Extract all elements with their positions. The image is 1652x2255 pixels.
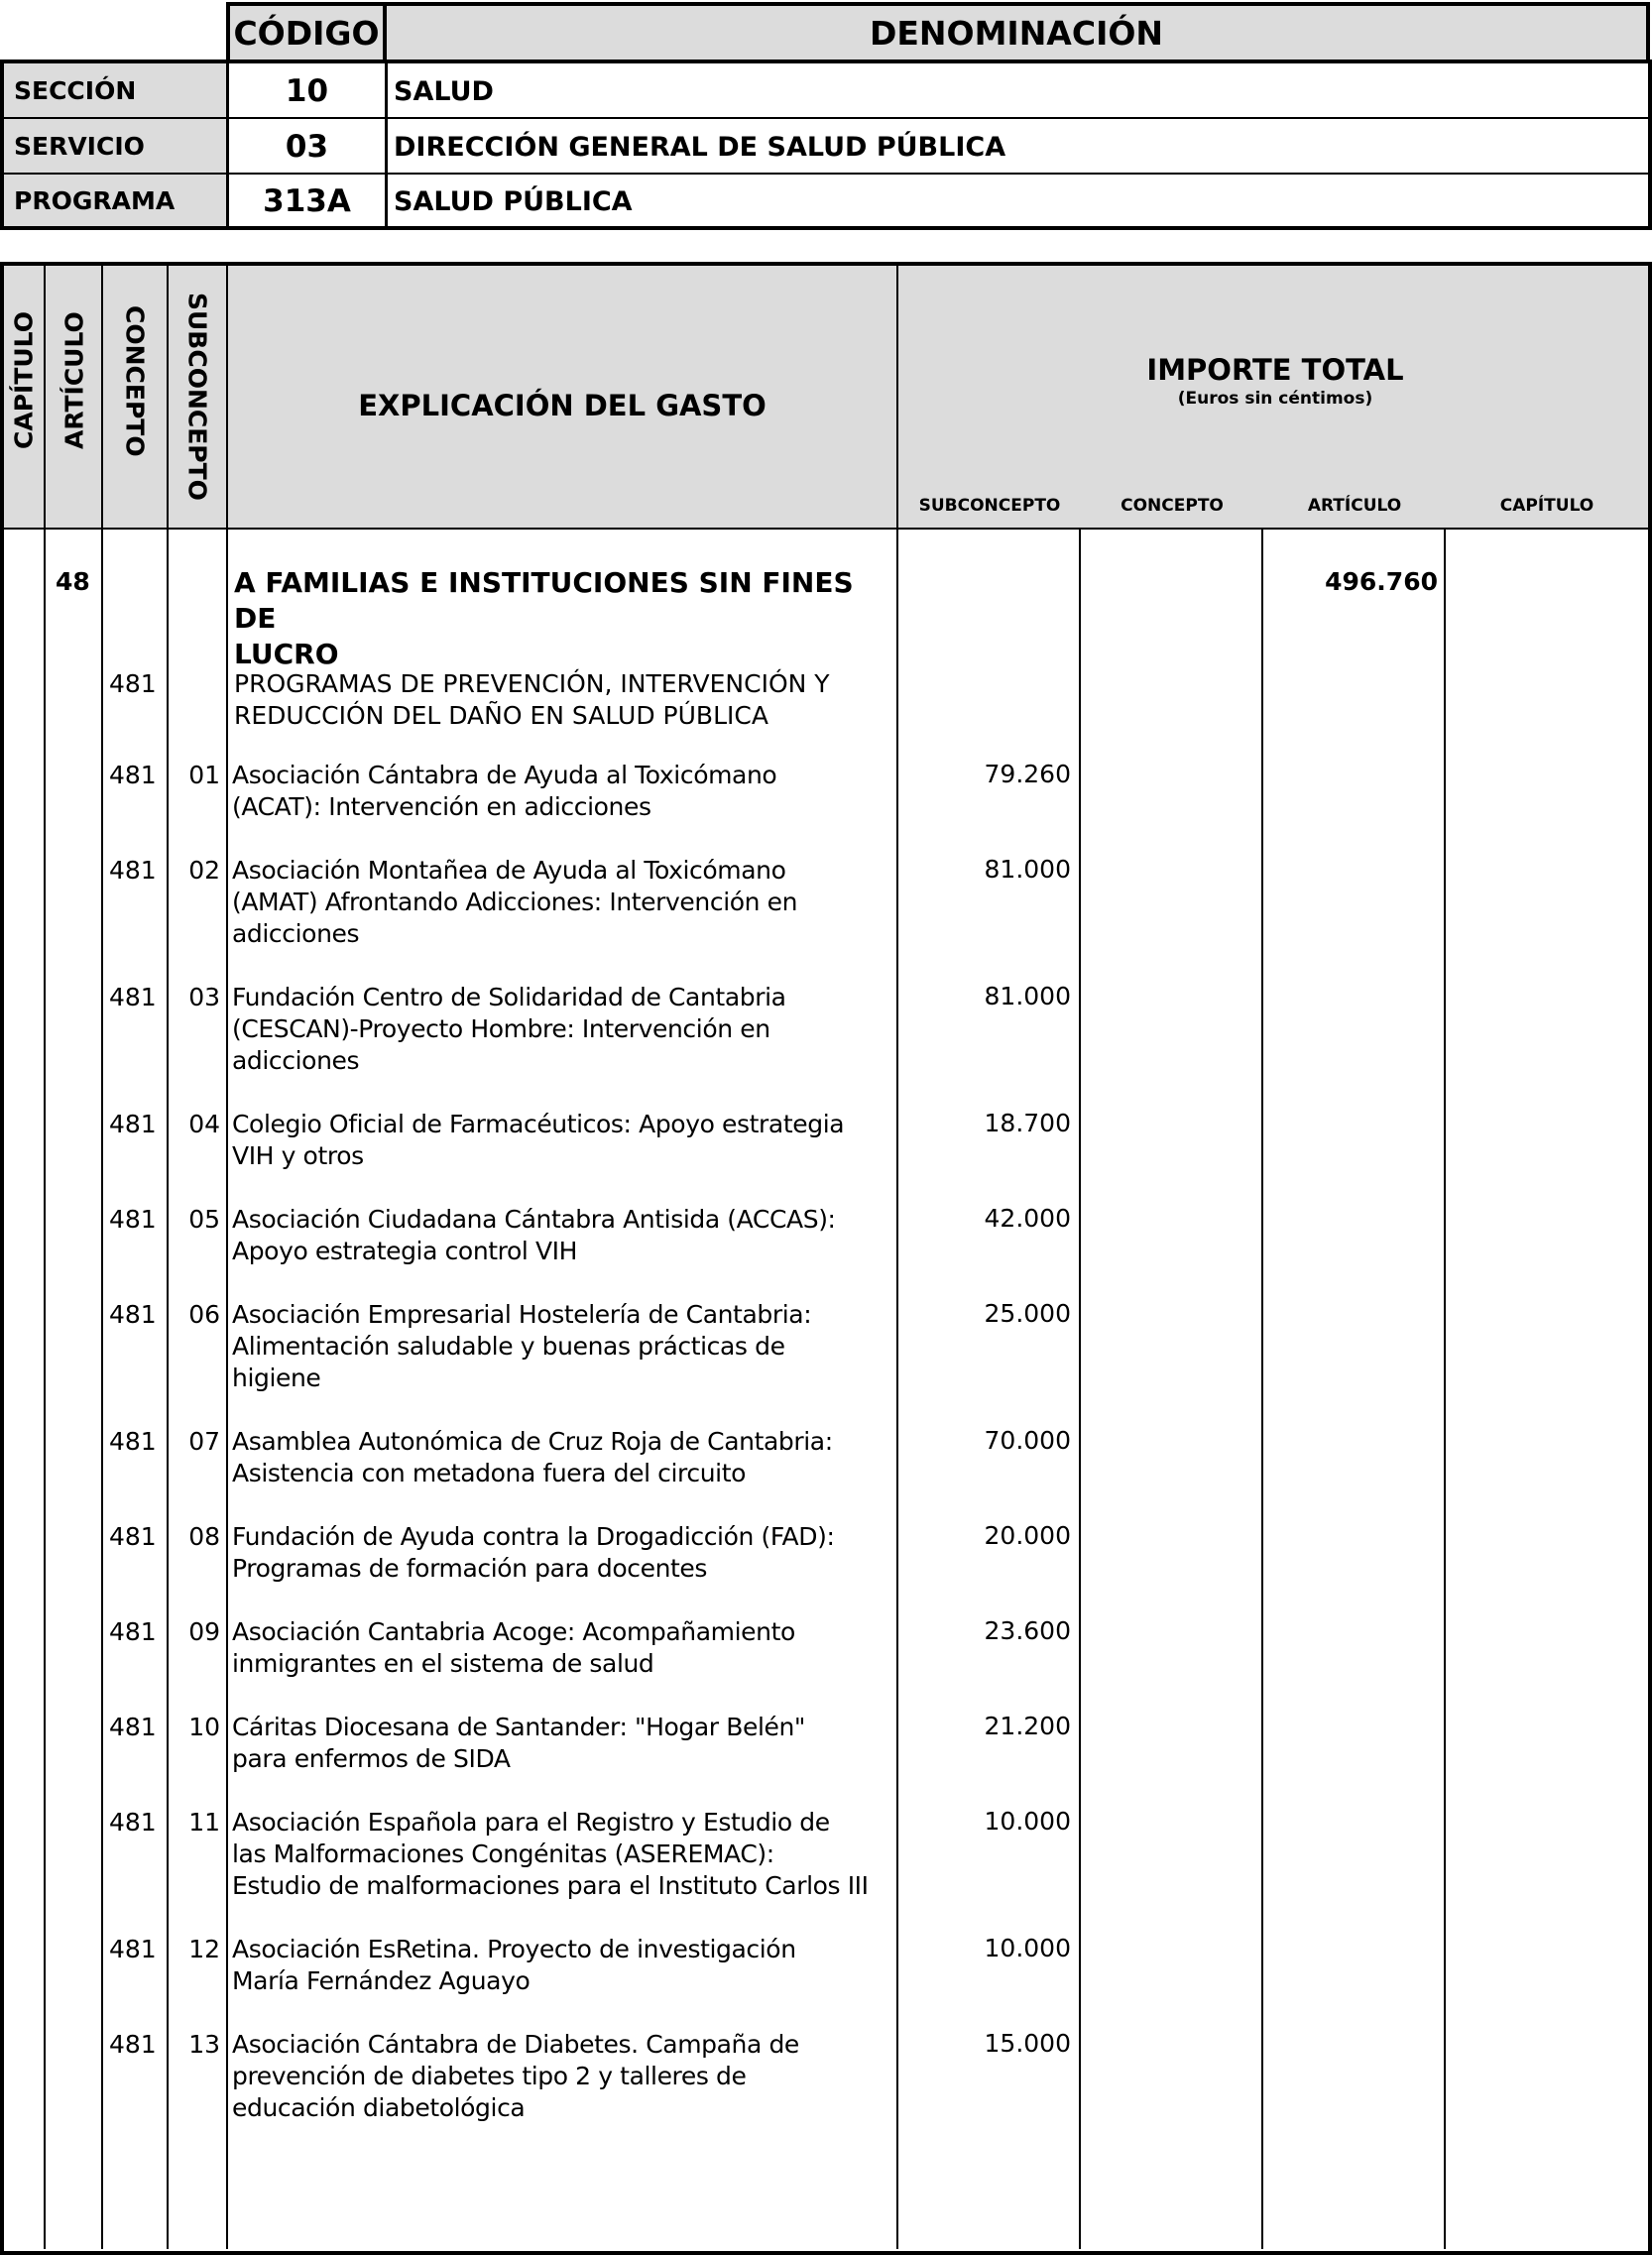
item-amount: 79.260: [984, 760, 1071, 788]
item-concepto: 481: [109, 1713, 157, 1741]
item-subconcepto: 07: [188, 1427, 220, 1456]
item-concepto: 481: [109, 1205, 157, 1234]
articulo-title-line2: LUCRO: [234, 638, 339, 670]
item-description-line: Alimentación saludable y buenas prácticas de: [232, 1332, 785, 1361]
item-amount: 25.000: [984, 1299, 1071, 1328]
item-concepto: 481: [109, 1808, 157, 1837]
concepto-title-line1: PROGRAMAS DE PREVENCIÓN, INTERVENCIÓN Y: [234, 669, 830, 698]
item-description-line: higiene: [232, 1364, 321, 1392]
item-concepto: 481: [109, 1522, 157, 1551]
articulo-code: 48: [56, 567, 90, 596]
item-subconcepto: 11: [188, 1808, 220, 1837]
item-description: [232, 1934, 894, 1997]
item-description: [232, 1426, 894, 1489]
item-description-line: adicciones: [232, 1046, 360, 1075]
item-subconcepto: 06: [188, 1300, 220, 1329]
item-description-line: Fundación Centro de Solidaridad de Cantabria: [232, 983, 786, 1011]
col-subconcepto-header: SUBCONCEPTO: [918, 496, 1061, 516]
programa-label: PROGRAMA: [14, 185, 176, 215]
explicacion-header: EXPLICACIÓN DEL GASTO: [358, 389, 767, 422]
item-amount: 23.600: [984, 1616, 1071, 1645]
item-subconcepto: 12: [188, 1935, 220, 1963]
subconcepto-col-header: SUBCONCEPTO: [182, 293, 212, 501]
item-subconcepto: 10: [188, 1713, 220, 1741]
item-description: [232, 1807, 894, 1902]
item-amount: 10.000: [984, 1934, 1071, 1962]
item-description: [232, 1109, 894, 1172]
item-description-line: Asociación EsRetina. Proyecto de investigación: [232, 1935, 796, 1963]
item-description-line: Asociación Cantabria Acoge: Acompañamiento: [232, 1617, 795, 1646]
item-subconcepto: 09: [188, 1617, 220, 1646]
item-amount: 21.200: [984, 1712, 1071, 1740]
item-description-line: Asistencia con metadona fuera del circuito: [232, 1459, 747, 1487]
denominacion-header: DENOMINACIÓN: [383, 2, 1650, 63]
item-amount: 70.000: [984, 1426, 1071, 1455]
seccion-code: 10: [285, 73, 329, 109]
item-subconcepto: 13: [188, 2030, 220, 2059]
col-concepto-header: CONCEPTO: [1121, 496, 1224, 516]
item-description-line: (CESCAN)-Proyecto Hombre: Intervención en: [232, 1014, 770, 1043]
articulo-amount: 496.760: [1325, 567, 1438, 596]
item-concepto: 481: [109, 1110, 157, 1138]
item-concepto: 481: [109, 1617, 157, 1646]
programa-name: SALUD PÚBLICA: [394, 185, 633, 217]
item-description: [232, 1299, 894, 1394]
articulo-title-line1: A FAMILIAS E INSTITUCIONES SIN FINES DE: [234, 566, 854, 635]
item-description-line: Fundación de Ayuda contra la Drogadicción (FAD):: [232, 1522, 835, 1551]
item-description: [232, 982, 894, 1077]
item-subconcepto: 03: [188, 983, 220, 1011]
item-description-line: Asociación Cántabra de Ayuda al Toxicómano: [232, 761, 777, 789]
item-subconcepto: 02: [188, 856, 220, 885]
item-description: [232, 760, 894, 823]
item-description-line: Asociación Montañea de Ayuda al Toxicómano: [232, 856, 786, 885]
seccion-label: SECCIÓN: [14, 75, 137, 105]
item-description-line: (AMAT) Afrontando Adicciones: Intervención en: [232, 888, 798, 916]
articulo-col-header: ARTÍCULO: [59, 311, 89, 450]
code-header-table: [0, 0, 1652, 230]
item-concepto: 481: [109, 856, 157, 885]
item-amount: 18.700: [984, 1109, 1071, 1137]
item-concepto: 481: [109, 1300, 157, 1329]
item-concepto: 481: [109, 2030, 157, 2059]
item-subconcepto: 05: [188, 1205, 220, 1234]
item-description-line: Asociación Ciudadana Cántabra Antisida (ACCAS):: [232, 1205, 836, 1234]
servicio-label: SERVICIO: [14, 131, 145, 161]
item-description-line: inmigrantes en el sistema de salud: [232, 1649, 654, 1678]
item-description-line: María Fernández Aguayo: [232, 1966, 531, 1995]
item-amount: 42.000: [984, 1204, 1071, 1233]
item-description-line: Asociación Empresarial Hostelería de Cantabria:: [232, 1300, 812, 1329]
item-subconcepto: 04: [188, 1110, 220, 1138]
item-description: [232, 1204, 894, 1267]
item-subconcepto: 08: [188, 1522, 220, 1551]
item-amount: 20.000: [984, 1521, 1071, 1550]
item-description-line: adicciones: [232, 919, 360, 948]
item-amount: 81.000: [984, 855, 1071, 884]
concepto-title: [234, 668, 896, 732]
col-articulo-header: ARTÍCULO: [1307, 496, 1402, 516]
importe-note: (Euros sin céntimos): [1177, 389, 1373, 409]
item-description-line: (ACAT): Intervención en adicciones: [232, 792, 651, 821]
concepto-title-line2: REDUCCIÓN DEL DAÑO EN SALUD PÚBLICA: [234, 701, 768, 730]
articulo-title: [234, 565, 896, 670]
item-description-line: educación diabetológica: [232, 2093, 526, 2122]
item-description: [232, 1616, 894, 1680]
item-concepto: 481: [109, 983, 157, 1011]
item-subconcepto: 01: [188, 761, 220, 789]
item-amount: 10.000: [984, 1807, 1071, 1836]
item-description-line: para enfermos de SIDA: [232, 1744, 511, 1773]
item-description-line: las Malformaciones Congénitas (ASEREMAC):: [232, 1840, 774, 1868]
servicio-code: 03: [285, 129, 329, 165]
expense-table: [0, 262, 1652, 2249]
seccion-name: SALUD: [394, 75, 494, 107]
item-description: [232, 1521, 894, 1585]
capitulo-col-header: CAPÍTULO: [9, 311, 39, 450]
item-description-line: Asamblea Autonómica de Cruz Roja de Cantabria:: [232, 1427, 833, 1456]
item-concepto: 481: [109, 1427, 157, 1456]
col-capitulo-header: CAPÍTULO: [1499, 496, 1594, 516]
concepto-code: 481: [109, 669, 157, 698]
item-amount: 15.000: [984, 2029, 1071, 2058]
item-description-line: prevención de diabetes tipo 2 y talleres de: [232, 2062, 747, 2090]
programa-code: 313A: [263, 183, 351, 219]
item-description-line: Asociación Española para el Registro y Estudio de: [232, 1808, 830, 1837]
item-description-line: Programas de formación para docentes: [232, 1554, 708, 1583]
item-description-line: Cáritas Diocesana de Santander: "Hogar Belén": [232, 1713, 806, 1741]
item-description-line: Colegio Oficial de Farmacéuticos: Apoyo estrategia: [232, 1110, 845, 1138]
item-description: [232, 1712, 894, 1775]
item-description: [232, 2029, 894, 2124]
codigo-header: CÓDIGO: [226, 2, 387, 63]
item-description-line: VIH y otros: [232, 1141, 364, 1170]
servicio-name: DIRECCIÓN GENERAL DE SALUD PÚBLICA: [394, 131, 1006, 163]
item-description: [232, 855, 894, 950]
item-description-line: Apoyo estrategia control VIH: [232, 1237, 578, 1265]
item-concepto: 481: [109, 1935, 157, 1963]
item-amount: 81.000: [984, 982, 1071, 1010]
item-description-line: Estudio de malformaciones para el Instituto Carlos III: [232, 1871, 869, 1900]
importe-total-header: IMPORTE TOTAL: [1146, 353, 1404, 387]
concepto-col-header: CONCEPTO: [120, 304, 150, 457]
item-concepto: 481: [109, 761, 157, 789]
item-description-line: Asociación Cántabra de Diabetes. Campaña de: [232, 2030, 799, 2059]
